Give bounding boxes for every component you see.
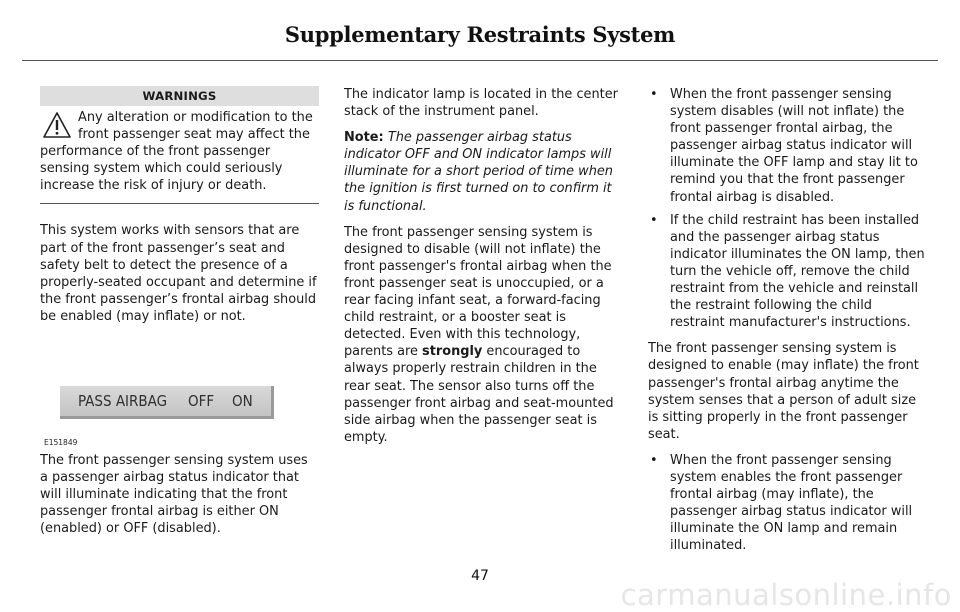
- lamp-location-paragraph: The indicator lamp is located in the center stack of the instrument panel.: [344, 87, 618, 120]
- strongly-emphasis: strongly: [422, 344, 483, 360]
- bullet-list-disable: [648, 86, 928, 331]
- note-text: The passenger airbag status indicator OFF and ON indicator lamps will illuminate for a short period of time when the ignition is first turned on to confirm it is functional.: [344, 130, 613, 214]
- list-item: • When the front passenger sensing system disables (will not inflate) the front passenger frontal airbag, the passenger airbag status indicator will illuminate the OFF lamp and stay lit to remind you that the front passenger frontal airbag is disabled.: [648, 86, 928, 206]
- list-item: • If the child restraint has been installed and the passenger airbag status indicator illuminates the ON lamp, then turn the vehicle off, remove the child restraint from the vehicle and reinstall the restraint following the child restraint manufacturer's instructions.: [648, 212, 928, 332]
- list-item: • When the front passenger sensing system enables the front passenger frontal airbag (may inflate), the passenger airbag status indicator will illuminate the ON lamp and remain illuminated.: [648, 452, 928, 555]
- note-paragraph: [344, 129, 624, 214]
- status-indicator-paragraph: The front passenger sensing system uses a passenger airbag status indicator that will illuminate indicating that the front passenger frontal airbag is either ON (enabled) or OFF (disabled).: [40, 453, 308, 537]
- note-label: Note:: [344, 130, 384, 146]
- header-divider: [22, 60, 938, 61]
- disable-paragraph: [344, 224, 624, 446]
- warning-divider: [40, 203, 319, 204]
- disable-text-start: The front passenger sensing system is designed to disable (will not inflate) the front passenger's frontal airbag when the front passenger seat is unoccupied, or a rear facing infant seat, a forward-facing child restraint, or a booster seat is detected. Even with this technology, parents are: [344, 224, 612, 360]
- warning-triangle-icon: [42, 111, 72, 139]
- warning-box: [40, 109, 319, 194]
- column-right: [648, 86, 928, 563]
- indicator-pass-airbag-label: PASS AIRBAG: [78, 392, 168, 411]
- page-number: 47: [471, 568, 489, 584]
- bullet-list-enable: [648, 452, 928, 555]
- indicator-on-label: ON: [232, 392, 253, 411]
- indicator-figure: [40, 334, 319, 452]
- intro-paragraph: This system works with sensors that are part of the front passenger’s seat and safety belt to detect the presence of a properly-seated occupant and determine if the front passenger’s frontal airbag should be enabled (may inflate) or not.: [40, 223, 317, 324]
- disable-text-end: encouraged to always properly restrain children in the rear seat. The sensor also turns off the passenger front airbag and seat-mounted side airbag when the passenger seat is empty.: [344, 344, 614, 445]
- warning-text: Any alteration or modification to the front passenger seat may affect the performance of the front passenger sensing system which could seriously increase the risk of injury or death.: [40, 110, 313, 194]
- figure-id: E151849: [44, 438, 78, 448]
- page-title: Supplementary Restraints System: [284, 22, 676, 47]
- indicator-off-label: OFF: [188, 392, 215, 411]
- warnings-heading: WARNINGS: [40, 86, 319, 106]
- passenger-airbag-indicator: [60, 386, 274, 419]
- enable-paragraph: The front passenger sensing system is designed to enable (may inflate) the front passenger's frontal airbag anytime the system senses that a person of adult size is sitting properly in the front passenger seat.: [648, 341, 919, 442]
- watermark: carmanualsonline.info: [620, 578, 952, 612]
- column-left: [40, 86, 319, 547]
- column-middle: [344, 86, 624, 455]
